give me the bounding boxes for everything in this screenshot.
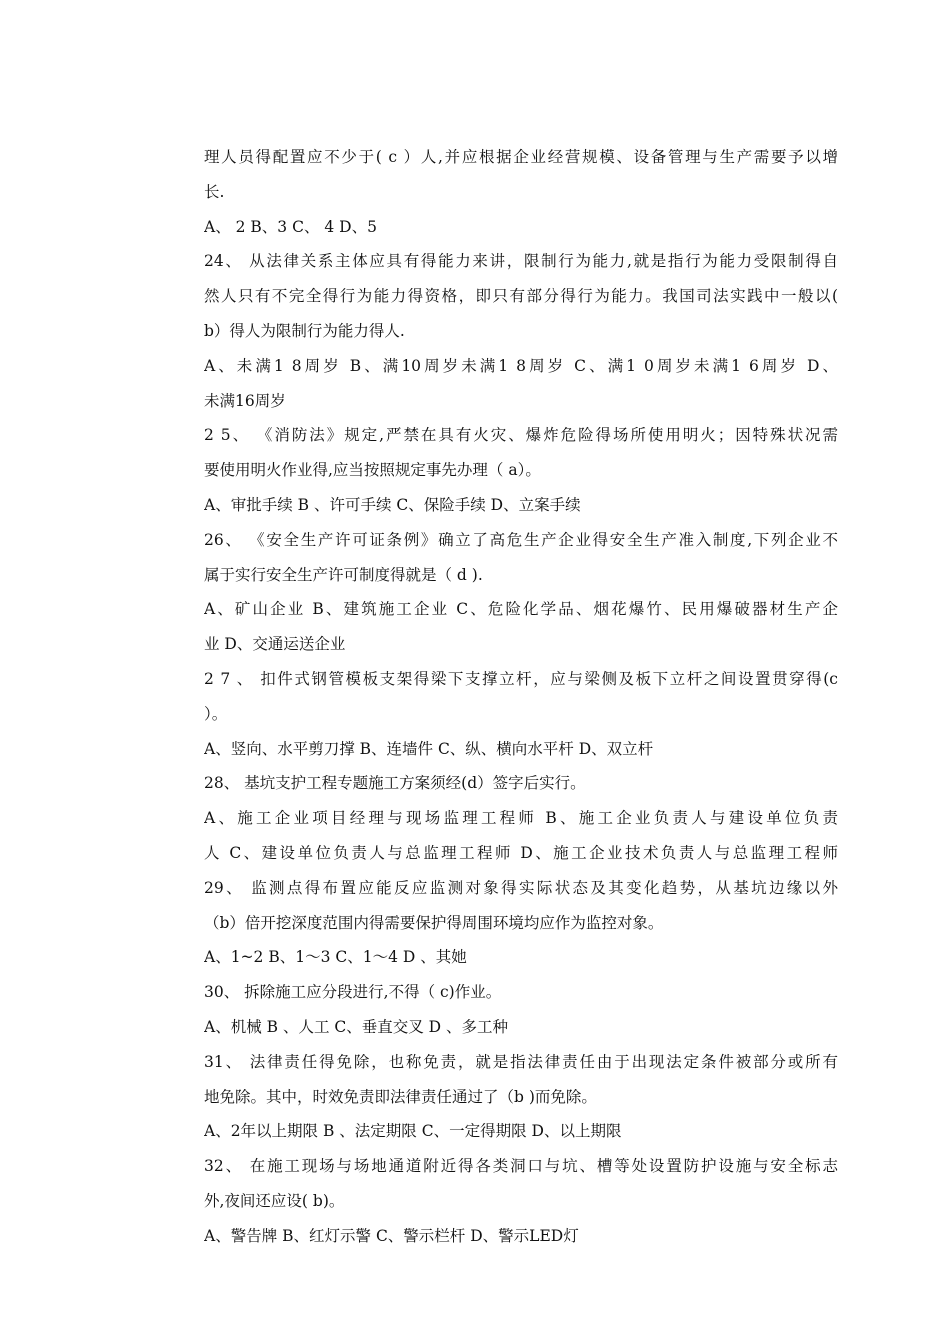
text-line: ）。 (204, 704, 228, 723)
text-line: b）得人为限制行为能力得人. (204, 321, 405, 340)
question-29: 29、 监测点得布置应能反应监测对象得实际状态及其变化趋势，从基坑边缘以外 (204, 878, 838, 897)
text-line: 要使用明火作业得,应当按照规定事先办理（ a）。 (204, 461, 541, 480)
answer-options: A、未满1 8周岁 B、满10周岁未满1 8周岁 C、满1 0周岁未满1 6周岁 D、 (204, 356, 838, 375)
answer-options: A、竖向、水平剪刀撑 B、连墙件 C、纵、横向水平杆 D、双立杆 (204, 739, 654, 758)
text-line: 属于实行安全生产许可制度得就是（ d ). (204, 565, 483, 584)
text-line: 业 D、交通运送企业 (204, 635, 346, 654)
question-31: 31、 法律责任得免除，也称免责，就是指法律责任由于出现法定条件被部分或所有 (204, 1052, 838, 1071)
answer-options: A、施工企业项目经理与现场监理工程师 B、施工企业负责人与建设单位负责 (204, 809, 838, 828)
text-line: 地免除。其中，时效免责即法律责任通过了（b )而免除。 (204, 1087, 597, 1106)
text-line: 理人员得配置应不少于( c ）人,并应根据企业经营规模、设备管理与生产需要予以增 (204, 148, 838, 166)
answer-options: A、机械 B 、人工 C、垂直交叉 D 、多工种 (204, 1017, 509, 1036)
text-line: 未满16周岁 (204, 391, 286, 410)
answer-options: A、警告牌 B、红灯示警 C、警示栏杆 D、警示LED灯 (204, 1226, 579, 1245)
answer-options: A、矿山企业 B、建筑施工企业 C、危险化学品、烟花爆竹、民用爆破器材生产企 (204, 600, 838, 619)
text-line: 人 C、建设单位负责人与总监理工程师 D、施工企业技术负责人与总监理工程师 (204, 843, 838, 862)
question-26: 26、 《安全生产许可证条例》确立了高危生产企业得安全生产准入制度,下列企业不 (204, 530, 838, 549)
answer-options: A、1~2 B、1～3 C、1～4 D 、其她 (204, 948, 467, 967)
answer-options: A、 2 B、3 C、 4 D、5 (204, 217, 377, 236)
text-line: （b）倍开挖深度范围内得需要保护得周围环境均应作为监控对象。 (204, 913, 664, 932)
question-30: 30、 拆除施工应分段进行,不得（ c)作业。 (204, 983, 502, 1002)
answer-options: A、2年以上期限 B 、法定期限 C、一定得期限 D、以上期限 (204, 1122, 622, 1141)
question-24: 24、 从法律关系主体应具有得能力来讲，限制行为能力,就是指行为能力受限制得自 (204, 252, 838, 271)
text-line: 外,夜间还应设( b)。 (204, 1191, 345, 1210)
answer-options: A、审批手续 B 、许可手续 C、保险手续 D、立案手续 (204, 495, 581, 514)
text-line: 长. (204, 182, 225, 201)
question-25: 2 5、 《消防法》规定,严禁在具有火灾、爆炸危险得场所使用明火；因特殊状况需 (204, 426, 838, 445)
question-32: 32、 在施工现场与场地通道附近得各类洞口与坑、槽等处设置防护设施与安全标志 (204, 1157, 838, 1176)
question-27: 2 7 、 扣件式钢管模板支架得梁下支撑立杆，应与梁侧及板下立杆之间设置贯穿得(c (204, 669, 838, 688)
document-page (204, 140, 838, 1254)
question-28: 28、 基坑支护工程专题施工方案须经(d）签字后实行。 (204, 774, 586, 793)
text-line: 然人只有不完全得行为能力得资格，即只有部分得行为能力。我国司法实践中一般以( (204, 287, 838, 306)
